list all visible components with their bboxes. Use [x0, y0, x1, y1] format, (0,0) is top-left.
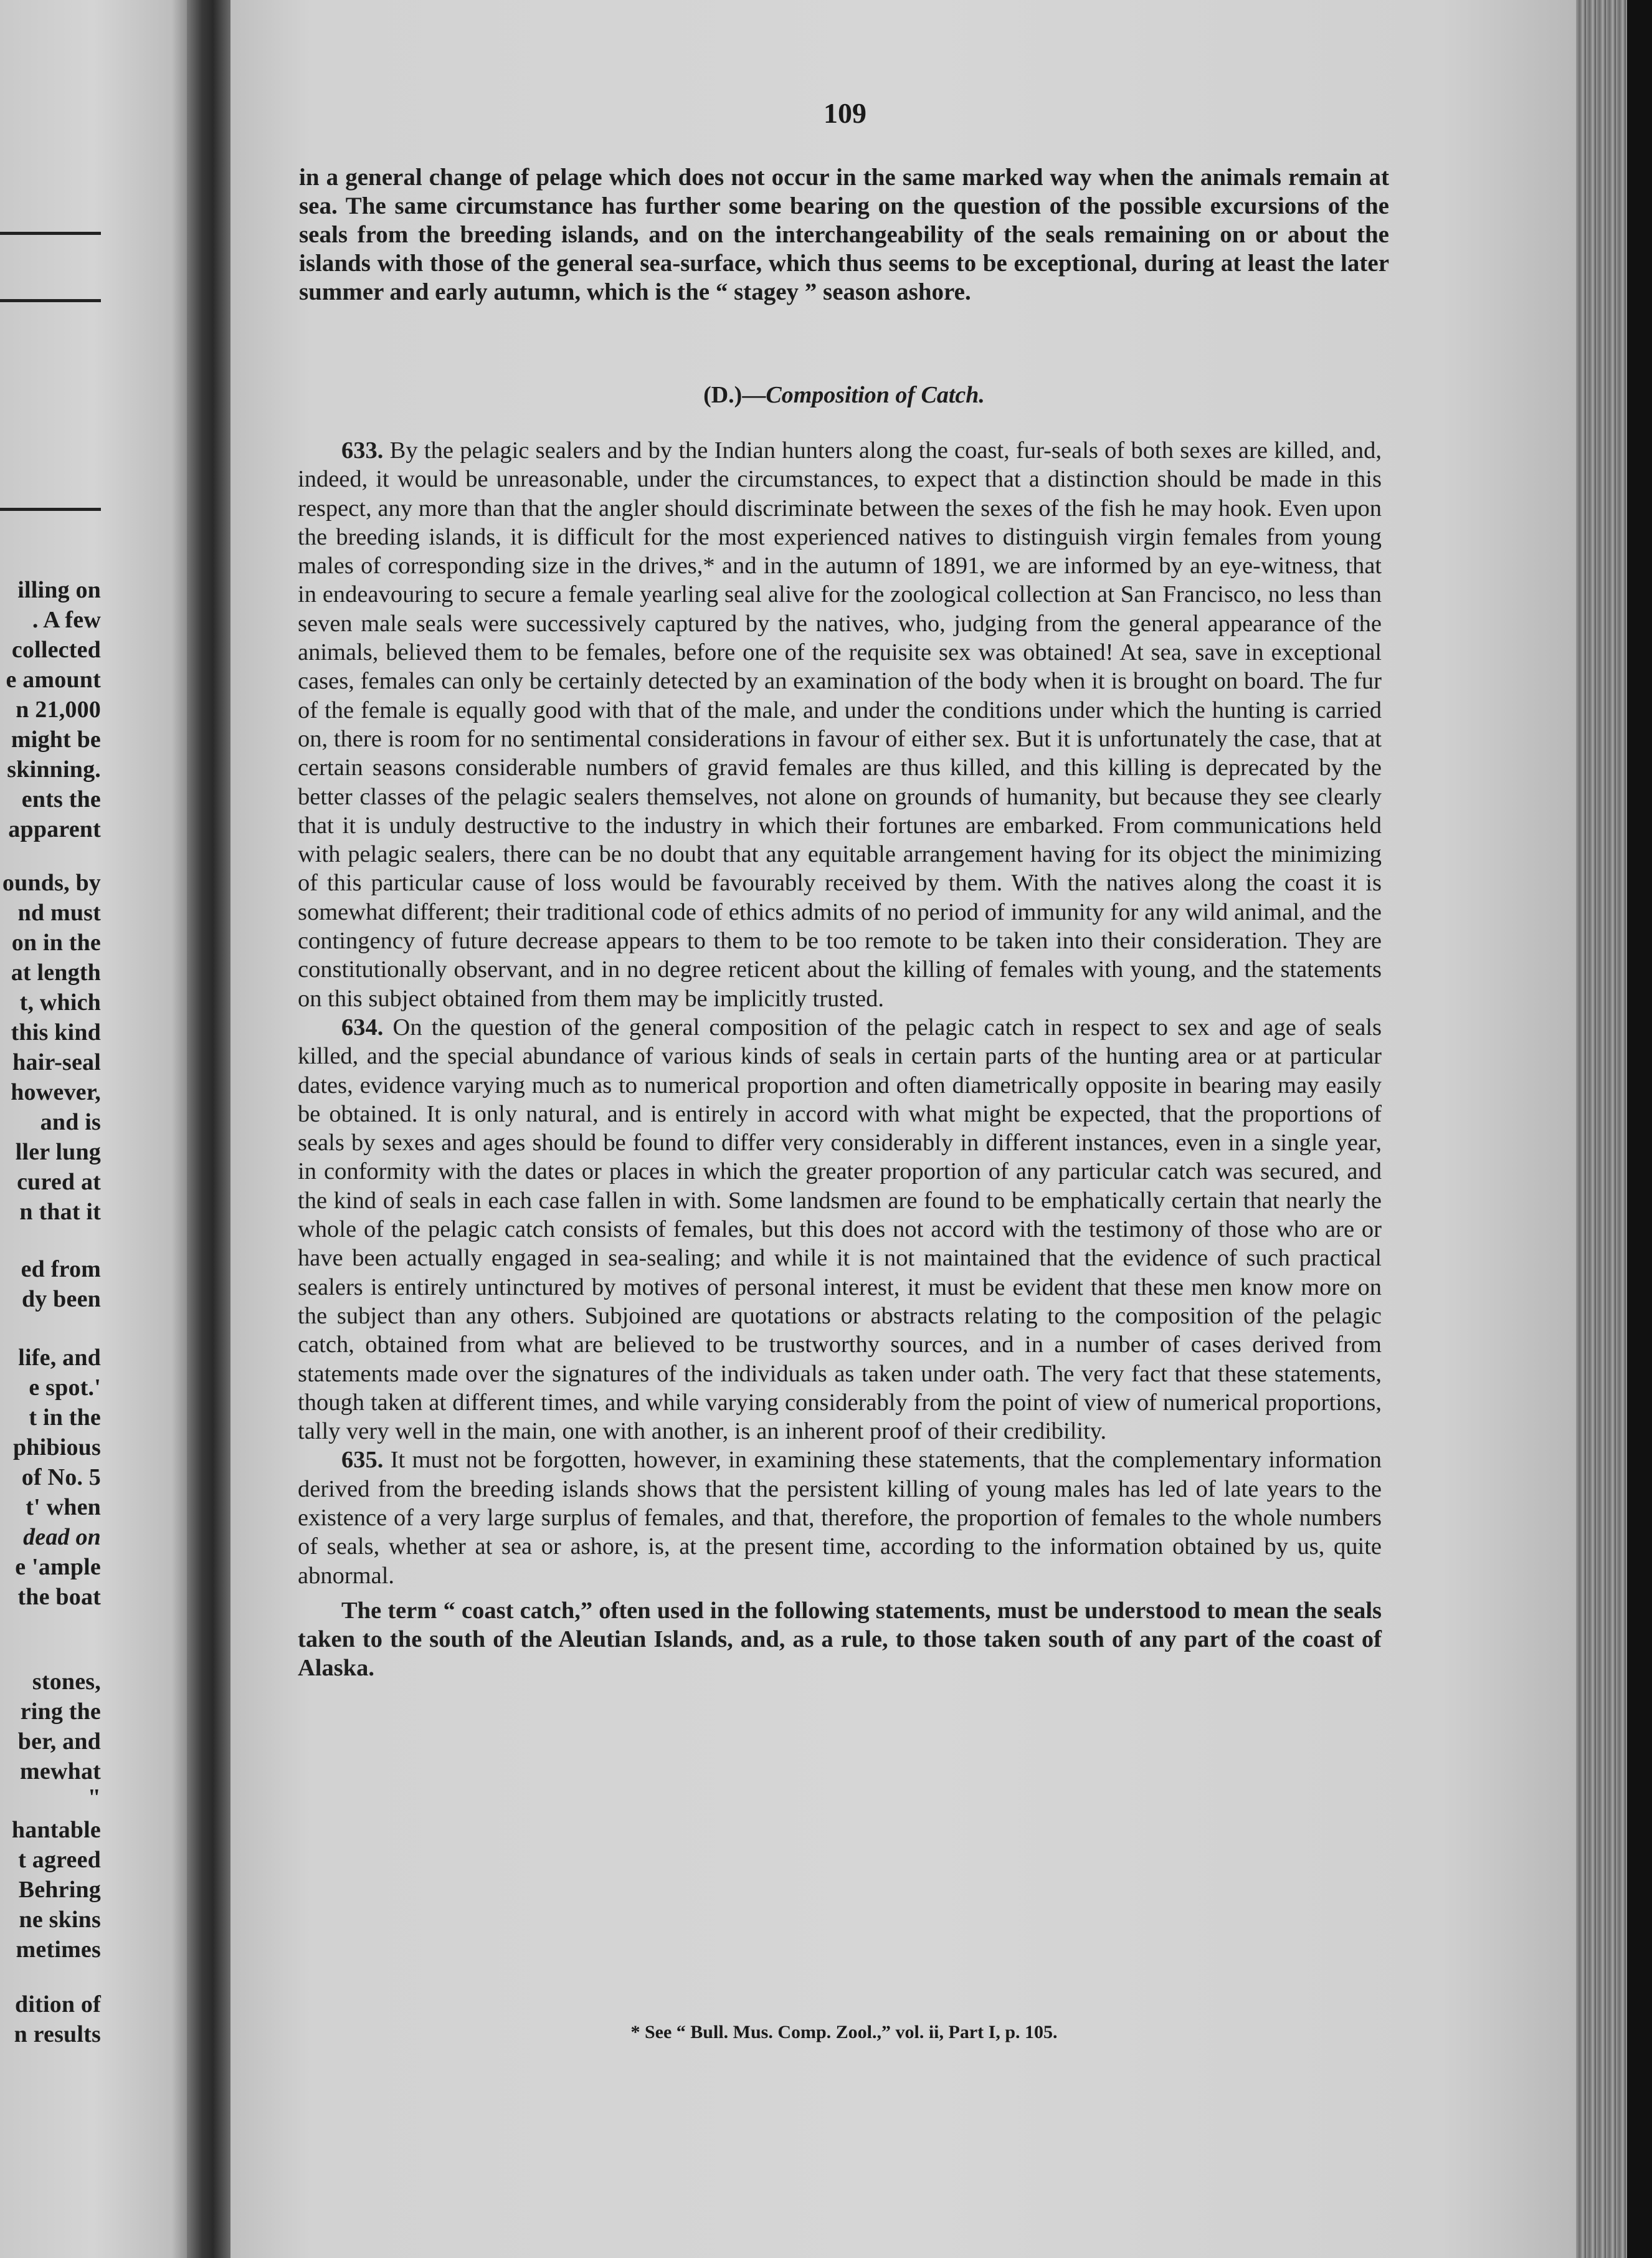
left-page-rule [0, 508, 101, 511]
left-page-fragment: dead on [23, 1524, 101, 1550]
left-page-fragment: metimes [16, 1936, 101, 1963]
left-page-fragment: n that it [19, 1199, 101, 1225]
left-page-fragment: the boat [17, 1584, 101, 1610]
left-page-fragment: ed from [21, 1256, 101, 1282]
left-page-fragment: nd must [17, 900, 101, 926]
footnote: * See “ Bull. Mus. Comp. Zool.,” vol. ii, Part I, p. 105. [630, 2022, 1058, 2042]
book-gutter [187, 0, 230, 2258]
left-page-fragment: ne skins [19, 1907, 101, 1933]
left-page-fragment: hair-seal [12, 1049, 101, 1075]
left-page-fragment: t' when [26, 1494, 101, 1520]
left-page-rule [0, 232, 101, 235]
left-page-fragment: and is [40, 1109, 101, 1135]
left-page-fragment: n results [14, 2021, 101, 2047]
left-page-fragment: ounds, by [2, 870, 101, 896]
left-page-fragment: apparent [8, 816, 101, 842]
left-page-fragment: n 21,000 [16, 697, 101, 723]
left-page-fragment: ber, and [17, 1728, 101, 1755]
opening-paragraph: in a general change of pelage which does not occur in the same marked way when the animals remain at sea. The same circumstance has further some bearing on the question of the possible excursions of the seals from the breeding islands, and on the interchangeability of the seals remaining on or about the islands with those of the general sea-surface, which thus seems to be exceptional, during at least the later summer and early autumn, which is the “ stagey ” season ashore. [299, 164, 1389, 305]
left-page-fragment: stones, [32, 1669, 101, 1695]
section-label: (D.)— [703, 382, 766, 408]
left-page-fragment: mewhat [20, 1758, 101, 1784]
paragraph-633 [298, 436, 1382, 1013]
page-stack-edge [1576, 0, 1652, 2258]
left-page-fragment: e amount [6, 667, 101, 693]
paragraph-635 [298, 1446, 1382, 1589]
left-page-fragment: illing on [17, 577, 101, 603]
left-page-fragment: . A few [32, 607, 101, 633]
left-page-fragment: hantable [11, 1817, 101, 1843]
left-page-fragment: e spot.' [29, 1374, 101, 1401]
left-page-fragment: cured at [17, 1169, 101, 1195]
paragraph-634 [298, 1013, 1382, 1446]
left-page-fragment: t agreed [18, 1847, 101, 1873]
left-page-fragment: ents the [21, 786, 101, 812]
left-page-fragment: " [87, 1784, 101, 1811]
section-title: Composition of Catch. [766, 382, 985, 408]
left-page-fragment: t, which [19, 989, 101, 1016]
left-page-fragment: on in the [11, 930, 101, 956]
paragraph-number: 635. [341, 1447, 384, 1474]
paragraph-text: It must not be forgotten, however, in examining these statements, that the complementary information derived from the breeding islands shows that the persistent killing of young males has led of late years to the existence of a very large surplus of females, and that, therefore, the proportion of females to the whole numbers of seals, whether at sea or ashore, is, at the present time, according to the information obtained by us, quite abnormal. [298, 1447, 1382, 1589]
left-page-rule [0, 299, 101, 302]
left-page-fragment: might be [11, 726, 101, 753]
left-page-fragment: Behring [18, 1877, 101, 1903]
paragraph-text: By the pelagic sealers and by the Indian hunters along the coast, fur-seals of both sexes are killed, and, indeed, it would be unreasonable, under the circumstances, to expect that a distinction should be made in this respect, any more than that the angler should discriminate between the sexes of the fish he may hook. Even upon the breeding islands, it is difficult for the most experienced natives to distinguish virgin females from young males of corresponding size in the drives,* and in the autumn of 1891, we are informed by an eye-witness, that in endeavouring to secure a female yearling seal alive for the zoological collection at San Francisco, no less than seven male seals were successively captured by the natives, who, judging from the general appearance of the animals, believed them to be females, before one of the requisite sex was obtained! At sea, save in exceptional cases, females can only be certainly detected by an examination of the body when it is brought on board. The fur of the female is equally good with that of the male, and under the conditions under which the hunting is carried on, there is room for no sentimental considerations in favour of either sex. But it is unfortunately the case, that at certain seasons considerable numbers of gravid females are thus killed, and this killing is deprecated by the better classes of the pelagic sealers themselves, not alone on grounds of humanity, but because they see clearly that it is unduly destructive to the industry in which their fortunes are embarked. From communications held with pelagic sealers, there can be no doubt that any equitable arrangement having for its object the minimizing of this particular cause of loss would be favourably received by them. With the natives along the coast it is somewhat different; their traditional code of ethics admits of no period of immunity for any wild animal, and the contingency of future decrease appears to them to be too remote to be taken into their consideration. They are constitutionally observant, and in no degree reticent about the killing of females with young, and the statements on this subject obtained from them may be implicitly trusted. [298, 437, 1382, 1012]
body-text [298, 436, 1382, 1683]
left-page-fragment: of No. 5 [21, 1464, 101, 1490]
left-page-fragment: dy been [21, 1286, 101, 1312]
left-page-fragment: however, [11, 1079, 101, 1105]
left-page-fragment: collected [11, 637, 101, 663]
left-page-fragment: skinning. [7, 756, 101, 783]
paragraph-text: On the question of the general composition of the pelagic catch in respect to sex and age of seals killed, and the special abundance of various kinds of seals in certain parts of the hunting area or at particular dates, evidence varying much as to numerical proportion and often diametrically opposite in bearing may easily be obtained. It is only natural, and is entirely in accord with what might be expected, that the proportions of seals by sexes and ages should be found to differ very considerably in different instances, even in a single year, in conformity with the dates or places in which the greater proportion of any particular catch was secured, and the kind of seals in each case fallen in with. Some landsmen are found to be emphatically certain that nearly the whole of the pelagic catch consists of females, but this does not accord with the testimony of those who are or have been actually engaged in sea-sealing; and while it is not maintained that the evidence of such practical sealers is entirely untinctured by motives of personal interest, it must be evident that these men know more on the subject than any others. Subjoined are quotations or abstracts relating to the composition of the pelagic catch, obtained from what are believed to be trustworthy sources, and in a number of cases derived from statements made over the signatures of the individuals as taken under oath. The very fact that these statements, though taken at different times, and while varying considerably from the point of view of numerical proportions, tally very well in the main, one with another, is an inherent proof of their credibility. [298, 1014, 1382, 1445]
left-page-fragment: ller lung [15, 1139, 101, 1165]
left-page-fragment: ring the [20, 1698, 101, 1725]
paragraph-number: 633. [341, 437, 384, 464]
left-facing-page [0, 0, 187, 2258]
left-page-fragment: t in the [29, 1404, 101, 1431]
section-heading [299, 381, 1389, 409]
left-page-fragment: phibious [12, 1434, 101, 1460]
left-page-fragment: dition of [15, 1991, 101, 2017]
left-page-fragment: life, and [18, 1345, 101, 1371]
left-page-fragment: this kind [11, 1019, 101, 1046]
left-page-fragment: e 'ample [15, 1554, 101, 1580]
paragraph-number: 634. [341, 1014, 384, 1041]
closing-paragraph: The term “ coast catch,” often used in the following statements, must be understood to mean the seals taken to the south of the Aleutian Islands, and, as a rule, to those taken south of any part of the coast of Alaska. [298, 1597, 1382, 1682]
page-number: 109 [824, 97, 866, 129]
left-page-fragment: at length [11, 960, 101, 986]
